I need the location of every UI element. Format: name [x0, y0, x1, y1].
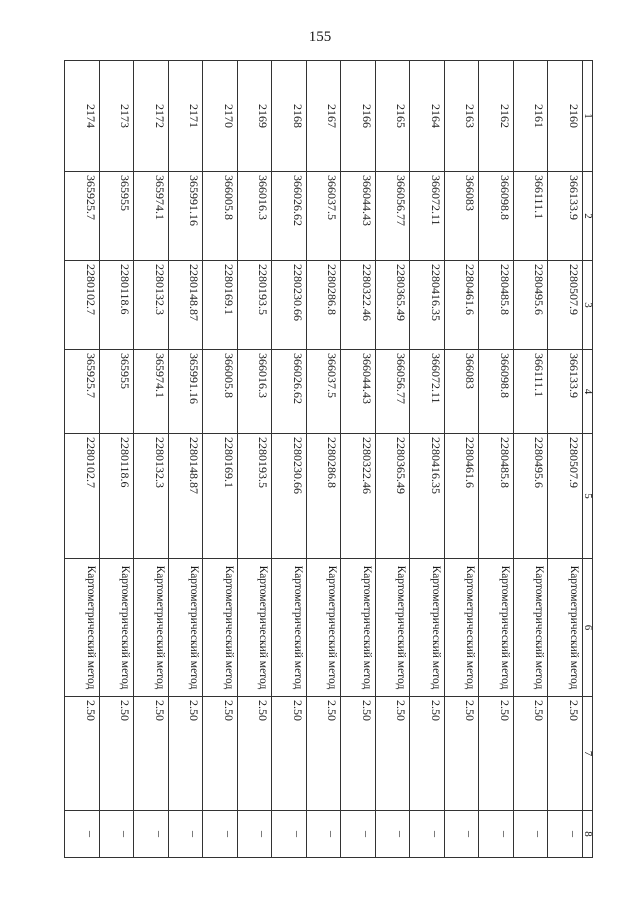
cell-x-coordinate: 365991.16: [169, 172, 204, 261]
cell-x-coordinate-2: 366056.77: [376, 350, 411, 434]
cell-x-coordinate-2: 366083: [445, 350, 480, 434]
cell-x-coordinate-2: 365974.1: [134, 350, 169, 434]
cell-x-coordinate: 365974.1: [134, 172, 169, 261]
cell-method: Картометрический метод: [169, 559, 204, 697]
cell-y-coordinate-2: 2280495.6: [514, 434, 549, 559]
cell-precision: 2.50: [514, 697, 549, 811]
cell-x-coordinate: 366072.11: [410, 172, 445, 261]
cell-x-coordinate: 366037.5: [307, 172, 342, 261]
cell-precision: 2.50: [307, 697, 342, 811]
table-row: [479, 61, 514, 858]
cell-y-coordinate: 2280485.8: [479, 261, 514, 350]
cell-x-coordinate-2: 366026.62: [272, 350, 307, 434]
cell-y-coordinate-2: 2280102.7: [65, 434, 100, 559]
cell-point-number: 2167: [307, 61, 342, 172]
cell-y-coordinate: 2280102.7: [65, 261, 100, 350]
cell-note: –: [514, 811, 549, 858]
cell-x-coordinate: 366016.3: [238, 172, 273, 261]
cell-y-coordinate-2: 2280148.87: [169, 434, 204, 559]
cell-point-number: 2160: [548, 61, 583, 172]
coordinates-table: [65, 60, 594, 858]
cell-method: Картометрический метод: [445, 559, 480, 697]
cell-note: –: [479, 811, 514, 858]
table-row: [410, 61, 445, 858]
cell-method: Картометрический метод: [100, 559, 135, 697]
cell-point-number: 2166: [341, 61, 376, 172]
cell-note: –: [272, 811, 307, 858]
cell-point-number: 2168: [272, 61, 307, 172]
table-row: [203, 61, 238, 858]
cell-x-coordinate: 366005.8: [203, 172, 238, 261]
cell-point-number: 2169: [238, 61, 273, 172]
page-number: 155: [308, 29, 332, 45]
scan-artifact: [67, 862, 107, 892]
cell-note: –: [238, 811, 273, 858]
cell-x-coordinate-2: 366098.8: [479, 350, 514, 434]
cell-note: –: [203, 811, 238, 858]
cell-y-coordinate: 2280132.3: [134, 261, 169, 350]
cell-y-coordinate: 2280169.1: [203, 261, 238, 350]
cell-y-coordinate: 2280507.9: [548, 261, 583, 350]
column-header-7: 7: [583, 697, 593, 811]
cell-y-coordinate-2: 2280507.9: [548, 434, 583, 559]
cell-x-coordinate-2: 365991.16: [169, 350, 204, 434]
cell-y-coordinate-2: 2280169.1: [203, 434, 238, 559]
cell-method: Картометрический метод: [376, 559, 411, 697]
cell-point-number: 2164: [410, 61, 445, 172]
cell-x-coordinate: 366044.43: [341, 172, 376, 261]
table-row: [169, 61, 204, 858]
table-row: [272, 61, 307, 858]
cell-precision: 2.50: [65, 697, 100, 811]
cell-precision: 2.50: [272, 697, 307, 811]
cell-x-coordinate-2: 366044.43: [341, 350, 376, 434]
cell-precision: 2.50: [548, 697, 583, 811]
cell-y-coordinate-2: 2280322.46: [341, 434, 376, 559]
cell-precision: 2.50: [100, 697, 135, 811]
header-row: [583, 61, 593, 858]
column-header-3: 3: [583, 261, 593, 350]
cell-method: Картометрический метод: [341, 559, 376, 697]
table-row: [134, 61, 169, 858]
cell-point-number: 2171: [169, 61, 204, 172]
cell-y-coordinate-2: 2280416.35: [410, 434, 445, 559]
cell-y-coordinate: 2280230.66: [272, 261, 307, 350]
cell-precision: 2.50: [134, 697, 169, 811]
cell-note: –: [341, 811, 376, 858]
cell-note: –: [169, 811, 204, 858]
table-row: [65, 61, 100, 858]
cell-precision: 2.50: [376, 697, 411, 811]
column-header-1: 1: [583, 61, 593, 172]
table-row: [100, 61, 135, 858]
cell-method: Картометрический метод: [238, 559, 273, 697]
cell-note: –: [65, 811, 100, 858]
cell-note: –: [445, 811, 480, 858]
table-row: [514, 61, 549, 858]
cell-x-coordinate-2: 366016.3: [238, 350, 273, 434]
table-row: [238, 61, 273, 858]
cell-point-number: 2170: [203, 61, 238, 172]
cell-y-coordinate-2: 2280132.3: [134, 434, 169, 559]
cell-method: Картометрический метод: [65, 559, 100, 697]
table-row: [376, 61, 411, 858]
table-body: [65, 61, 583, 858]
cell-point-number: 2172: [134, 61, 169, 172]
cell-point-number: 2163: [445, 61, 480, 172]
cell-precision: 2.50: [445, 697, 480, 811]
cell-note: –: [376, 811, 411, 858]
cell-x-coordinate-2: 365925.7: [65, 350, 100, 434]
cell-y-coordinate: 2280193.5: [238, 261, 273, 350]
cell-x-coordinate-2: 366133.9: [548, 350, 583, 434]
cell-x-coordinate-2: 366111.1: [514, 350, 549, 434]
cell-note: –: [307, 811, 342, 858]
cell-y-coordinate: 2280416.35: [410, 261, 445, 350]
cell-x-coordinate: 366056.77: [376, 172, 411, 261]
cell-y-coordinate: 2280118.6: [100, 261, 135, 350]
cell-y-coordinate: 2280322.46: [341, 261, 376, 350]
cell-precision: 2.50: [341, 697, 376, 811]
cell-x-coordinate-2: 366005.8: [203, 350, 238, 434]
column-header-6: 6: [583, 559, 593, 697]
cell-x-coordinate: 366098.8: [479, 172, 514, 261]
cell-x-coordinate: 365955: [100, 172, 135, 261]
table-row: [548, 61, 583, 858]
cell-x-coordinate: 366026.62: [272, 172, 307, 261]
cell-y-coordinate: 2280495.6: [514, 261, 549, 350]
cell-method: Картометрический метод: [272, 559, 307, 697]
table-row: [445, 61, 480, 858]
cell-method: Картометрический метод: [307, 559, 342, 697]
cell-point-number: 2165: [376, 61, 411, 172]
cell-x-coordinate: 366133.9: [548, 172, 583, 261]
cell-precision: 2.50: [479, 697, 514, 811]
cell-x-coordinate: 366111.1: [514, 172, 549, 261]
cell-y-coordinate: 2280461.6: [445, 261, 480, 350]
table-row: [341, 61, 376, 858]
cell-method: Картометрический метод: [203, 559, 238, 697]
cell-note: –: [100, 811, 135, 858]
cell-y-coordinate-2: 2280365.49: [376, 434, 411, 559]
cell-note: –: [134, 811, 169, 858]
cell-x-coordinate-2: 365955: [100, 350, 135, 434]
cell-method: Картометрический метод: [410, 559, 445, 697]
cell-method: Картометрический метод: [514, 559, 549, 697]
cell-method: Картометрический метод: [479, 559, 514, 697]
cell-x-coordinate-2: 366037.5: [307, 350, 342, 434]
cell-y-coordinate: 2280148.87: [169, 261, 204, 350]
cell-y-coordinate-2: 2280286.8: [307, 434, 342, 559]
cell-x-coordinate: 366083: [445, 172, 480, 261]
cell-y-coordinate: 2280365.49: [376, 261, 411, 350]
cell-y-coordinate-2: 2280118.6: [100, 434, 135, 559]
cell-note: –: [548, 811, 583, 858]
column-header-4: 4: [583, 350, 593, 434]
cell-y-coordinate-2: 2280485.8: [479, 434, 514, 559]
cell-x-coordinate-2: 366072.11: [410, 350, 445, 434]
column-header-2: 2: [583, 172, 593, 261]
cell-point-number: 2173: [100, 61, 135, 172]
cell-precision: 2.50: [410, 697, 445, 811]
cell-point-number: 2161: [514, 61, 549, 172]
cell-y-coordinate-2: 2280193.5: [238, 434, 273, 559]
cell-precision: 2.50: [169, 697, 204, 811]
cell-note: –: [410, 811, 445, 858]
column-header-5: 5: [583, 434, 593, 559]
table-row: [307, 61, 342, 858]
cell-method: Картометрический метод: [548, 559, 583, 697]
rotated-table-wrapper: [84, 60, 594, 857]
column-header-8: 8: [583, 811, 593, 858]
cell-y-coordinate-2: 2280230.66: [272, 434, 307, 559]
cell-precision: 2.50: [203, 697, 238, 811]
cell-point-number: 2162: [479, 61, 514, 172]
cell-method: Картометрический метод: [134, 559, 169, 697]
cell-x-coordinate: 365925.7: [65, 172, 100, 261]
cell-y-coordinate-2: 2280461.6: [445, 434, 480, 559]
cell-y-coordinate: 2280286.8: [307, 261, 342, 350]
cell-precision: 2.50: [238, 697, 273, 811]
cell-point-number: 2174: [65, 61, 100, 172]
